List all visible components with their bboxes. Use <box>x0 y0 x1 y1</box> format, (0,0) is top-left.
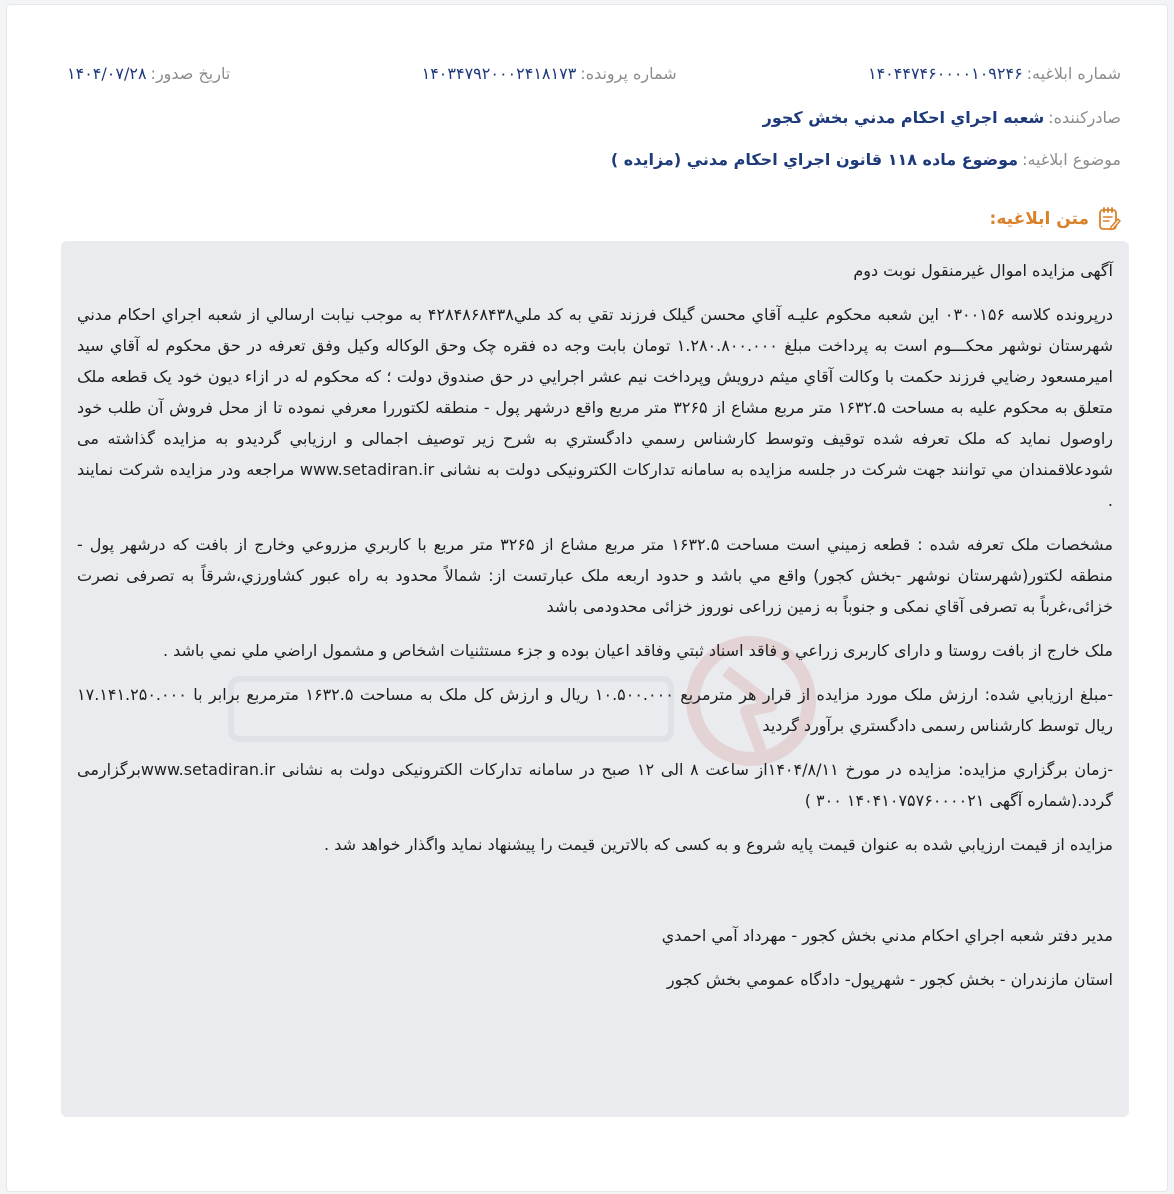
notice-body <box>61 241 1129 1117</box>
notice-text-title-label: متن ابلاغیه: <box>989 209 1089 229</box>
case-number <box>422 64 677 83</box>
meta-row-numbers <box>67 59 1121 87</box>
subject-value: موضوع ماده ۱۱۸ قانون اجراي احكام مدني (مزايده ) <box>610 149 1019 169</box>
paragraph-property-status: ملک خارج از بافت روستا و دارای كاربری زراعي و فاقد اسناد ثبتي وفاقد اعيان بوده و جزء مستثنيات اشخاص و مشمول اراضي ملي نمي باشد . <box>162 641 1113 660</box>
notice-text <box>77 255 1113 1008</box>
signature: مدير دفتر شعبه اجراي احكام مدني بخش كجور - مهرداد آمي احمدي <box>661 926 1113 945</box>
paragraph-valuation: -مبلغ ارزيابي شده: ارزش ملک مورد مزايده از قرار هر مترمربع ۱۰.۵۰۰.۰۰۰ ريال و ارزش كل ملک به مساحت ۱۶۳۲.۵ مترمربع برابر با ۱۷.۱۴۱.۲۵۰.۰۰۰ ريال توسط كارشناس رسمی دادگستري برآورد گرديد <box>77 685 1113 735</box>
issue-date-label: تاریخ صدور: <box>150 63 231 83</box>
notice-number <box>868 64 1121 83</box>
paragraph-base-price: مزايده از قيمت ارزيابي شده به عنوان قيمت پايه شروع و به كسی كه بالاترين قيمت را پيشنهاد نمايد واگذار خواهد شد . <box>324 835 1113 854</box>
paragraph-case-text: درپرونده كلاسه ۰۳۰۰۱۵۶ اين شعبه محكوم عليـه آقاي محسن گيلک فرزند تقي به كد ملي۴۲۸۴۸۶۸۴۳۸ به موجب نيابت ارسالي از شعبه اجراي احكام مدني شهرستان نوشهر محكـــوم است به پرداخت مبلغ ۱.۲۸۰.۸۰۰.۰۰۰ تومان بابت وجه ده فقره چک وحق الوكاله وكيل وفق تعرفه در حق محکوم له آقاي سيد اميرمسعود رضايي فرزند حکمت با وکالت آقاي ميثم درويش وپرداخت نيم عشر اجرايي در حق صندوق دولت ؛ كه محكوم له در ازاء ديون خود یک قطعه ملک متعلق به محكوم عليه به مساحت ۱۶۳۲.۵ متر مربع مشاع از ۳۲۶۵ متر مربع واقع درشهر پول - منطقه لكتوررا معرفي نموده تا از محل فروش آن طلب خود راوصول نمايد كه ملک تعرفه شده توقيف وتوسط كارشناس رسمي دادگستري به شرح زير توصيف اجمالی و ارزيابي گرديدو به مزايده گذاشته می شودعلاقمندان مي توانند جهت شركت در جلسه مزايده به سامانه تداركات الكترونيكی دولت به نشانی <box>77 305 1114 479</box>
notice-number-label: شماره ابلاغیه: <box>1026 63 1121 83</box>
subject-label: موضوع ابلاغیه: <box>1022 149 1121 169</box>
notice-heading: آگهی مزایده اموال غیرمنقول نوبت دوم <box>853 261 1113 280</box>
issuer-value: شعبه اجراي احكام مدني بخش كجور <box>762 107 1045 127</box>
setadiran-link-2[interactable]: www.setadiran.ir <box>140 760 276 779</box>
paragraph-property-specs: مشخصات ملک تعرفه شده : قطعه زميني است مساحت ۱۶۳۲.۵ متر مربع مشاع از ۳۲۶۵ متر مربع با كاربري مزروعي وخارج از بافت كه درشهر پول - منطقه لكتور(شهرستان نوشهر -بخش كجور) واقع مي باشد و حدود اربعه ملک عبارتست از: شمالاً محدود به راه عبور كشاورزي،شرقاً به تصرفی نصرت خزائی،غرباً به تصرفی آقاي نمکی و جنوباً به زمين زراعی نوروز خزائی محدودمی باشد <box>77 535 1113 616</box>
paragraph-auction-time-text: -زمان برگزاري مزايده: مزايده در مورخ ۱۴۰۴/۸/۱۱از ساعت ۸ الی ۱۲ صبح در سامانه تداركات الكترونيكی دولت به نشانی <box>281 760 1114 779</box>
case-number-label: شماره پرونده: <box>580 63 677 83</box>
issuer-label: صادرکننده: <box>1048 107 1121 127</box>
setadiran-link[interactable]: www.setadiran.ir <box>299 460 435 479</box>
notice-text-title <box>990 205 1121 233</box>
paragraph-auction-time <box>77 754 1113 816</box>
paragraph-case-end: مراجعه ودر مزايده شركت نمايند . <box>77 460 1113 510</box>
paragraph-case <box>77 299 1113 516</box>
issue-date <box>67 64 230 83</box>
notice-number-value: ۱۴۰۴۴۷۴۶۰۰۰۰۱۰۹۲۴۶ <box>867 63 1023 83</box>
issue-date-value: ۱۴۰۴/۰۷/۲۸ <box>67 63 147 83</box>
notepad-icon <box>1097 206 1121 232</box>
notice-card <box>6 4 1168 1192</box>
case-number-value: ۱۴۰۳۴۷۹۲۰۰۰۲۴۱۸۱۷۳ <box>421 63 577 83</box>
paragraph-auction-time-end: برگزارمی گردد.(شماره آگهی ۱۴۰۴۱۰۷۵۷۶۰۰۰۰۲۱ ۳۰۰ ) <box>77 760 1113 810</box>
meta-row-subject <box>67 145 1121 173</box>
meta-row-issuer <box>67 103 1121 131</box>
location: استان مازندران - بخش کجور - شهرپول- دادگاه عمومي بخش كجور <box>666 970 1113 989</box>
